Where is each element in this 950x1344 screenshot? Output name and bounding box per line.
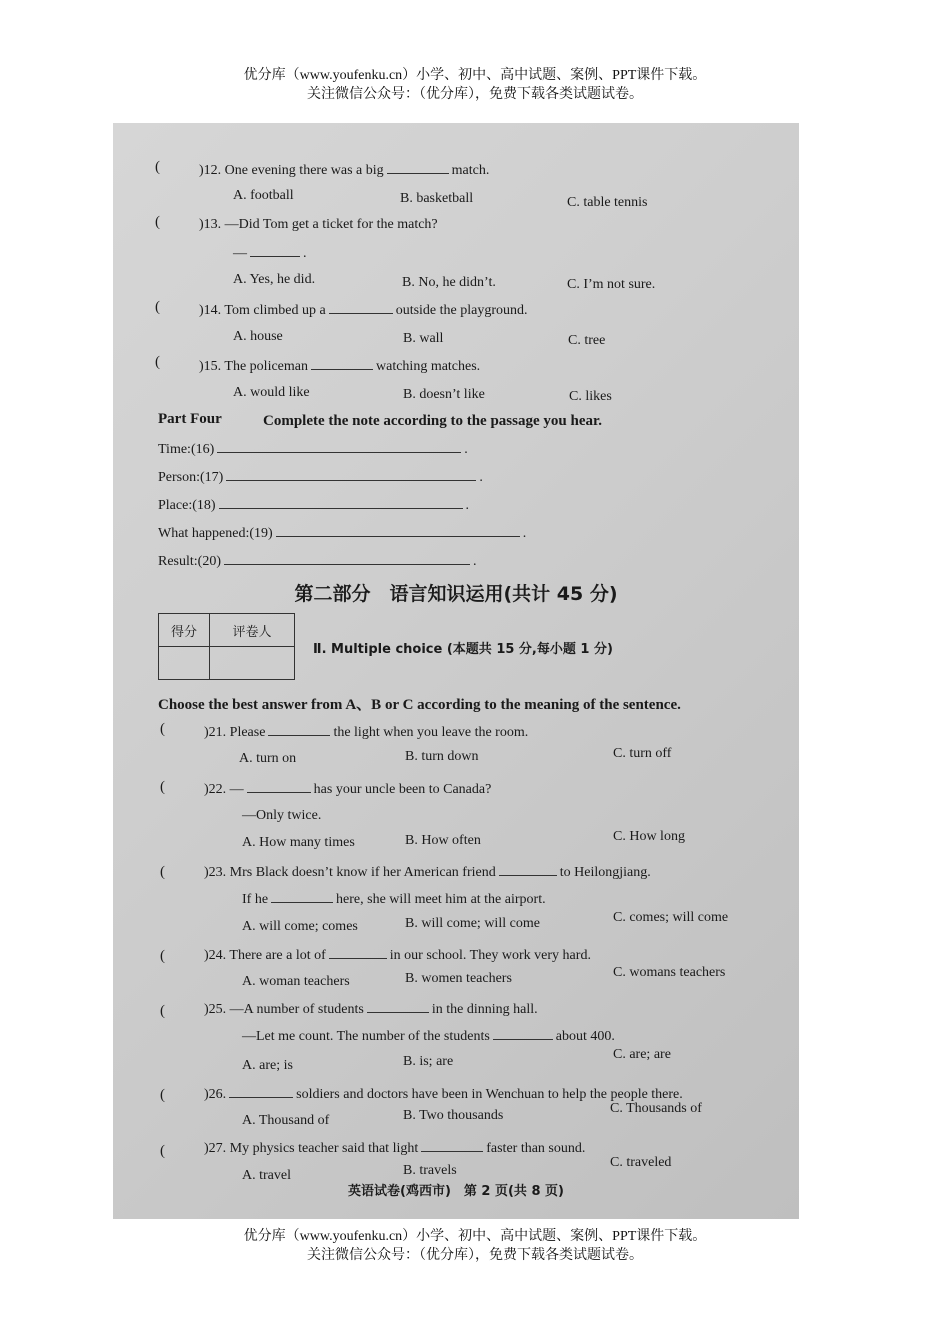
answer-paren: ( — [160, 864, 165, 880]
part-four-label: Part Four — [158, 411, 222, 427]
q21-stem: )21. Please — [204, 725, 266, 740]
q12-option-c: C. table tennis — [567, 195, 648, 210]
note-happened-label: What happened:(19) — [158, 526, 273, 541]
note-result-label: Result:(20) — [158, 554, 221, 569]
q27-option-a: A. travel — [242, 1168, 291, 1183]
footer-line-1: 优分库（www.youfenku.cn）小学、初中、高中试题、案例、PPT课件下载。 — [243, 1229, 707, 1244]
q14-option-a: A. house — [233, 329, 283, 344]
blank — [268, 723, 330, 736]
answer-paren: ( — [155, 299, 160, 315]
question-15 — [199, 357, 480, 375]
blank — [499, 863, 557, 876]
question-27 — [204, 1139, 585, 1157]
answer-paren: ( — [155, 354, 160, 370]
q13-dash: — — [233, 246, 247, 261]
part-four-instruction: Complete the note according to the passage you hear. — [263, 413, 603, 429]
q26-option-b: B. Two thousands — [403, 1108, 504, 1123]
note-person: Person:(17) . — [158, 470, 483, 485]
note-time-label: Time:(16) — [158, 442, 215, 457]
blank — [271, 890, 333, 903]
q13-option-a: A. Yes, he did. — [233, 272, 316, 287]
q15-option-b: B. doesn’t like — [403, 387, 485, 402]
q22-stem: )22. — — [204, 782, 244, 797]
q21-option-a: A. turn on — [239, 751, 297, 766]
q24-stem-end: in our school. They work very hard. — [389, 948, 591, 963]
q25-stem-end: in the dinning hall. — [431, 1002, 538, 1017]
answer-paren: ( — [160, 948, 165, 964]
q27-option-b: B. travels — [403, 1163, 457, 1178]
q12-stem-end: match. — [451, 163, 490, 178]
q27-stem: )27. My physics teacher said that light — [204, 1141, 419, 1156]
question-12 — [199, 161, 489, 179]
blank — [247, 780, 311, 793]
blank — [226, 468, 476, 481]
blank — [224, 552, 470, 565]
q14-option-c: C. tree — [568, 333, 606, 348]
q12-option-b: B. basketball — [400, 191, 474, 206]
blank — [367, 1000, 429, 1013]
q26-option-c: C. Thousands of — [610, 1101, 702, 1116]
q25-option-b: B. is; are — [403, 1054, 454, 1069]
answer-paren: ( — [160, 1003, 165, 1019]
score-cell — [159, 647, 210, 680]
q25-option-a: A. are; is — [242, 1058, 293, 1073]
exam-page-footer: 英语试卷(鸡西市) 第 2 页(共 8 页) — [348, 1184, 564, 1199]
q24-option-c: C. womans teachers — [613, 965, 726, 980]
q24-option-a: A. woman teachers — [242, 974, 350, 989]
q12-stem: )12. One evening there was a big — [199, 163, 384, 178]
q21-option-b: B. turn down — [405, 749, 479, 764]
answer-paren: ( — [160, 1087, 165, 1103]
q14-stem: )14. Tom climbed up a — [199, 303, 326, 318]
question-14 — [199, 301, 528, 319]
blank — [329, 946, 387, 959]
q21-option-c: C. turn off — [613, 746, 672, 761]
blank — [421, 1139, 483, 1152]
q24-option-b: B. women teachers — [405, 971, 512, 986]
grader-header: 评卷人 — [210, 614, 295, 647]
header-line-2: 关注微信公众号：（优分库），免费下载各类试题试卷。 — [307, 87, 643, 102]
q23-stem-2: If he — [242, 892, 269, 907]
q25-stem: )25. —A number of students — [204, 1002, 364, 1017]
multiple-choice-heading: Ⅱ. Multiple choice (本题共 15 分,每小题 1 分) — [313, 642, 613, 657]
q15-option-c: C. likes — [569, 389, 612, 404]
q14-option-b: B. wall — [403, 331, 444, 346]
q26-stem-end: soldiers and doctors have been in Wenchuan to help the people there. — [296, 1087, 683, 1102]
note-result: Result:(20) . — [158, 554, 477, 569]
blank — [250, 244, 300, 257]
note-place-label: Place:(18) — [158, 498, 216, 513]
q22-option-b: B. How often — [405, 833, 481, 848]
scanned-exam-page — [113, 123, 799, 1219]
q13-stem: )13. —Did Tom get a ticket for the match? — [199, 217, 438, 232]
score-table — [158, 613, 295, 680]
note-time: Time:(16) . — [158, 442, 468, 457]
question-25-line-2 — [242, 1027, 615, 1045]
q26-stem: )26. — [204, 1087, 227, 1102]
q22-stem-end: has your uncle been to Canada? — [313, 782, 492, 797]
question-24 — [204, 946, 591, 964]
question-21 — [204, 723, 528, 741]
note-what-happened: What happened:(19) . — [158, 526, 527, 541]
score-header: 得分 — [159, 614, 210, 647]
note-person-label: Person:(17) — [158, 470, 224, 485]
q12-option-a: A. football — [233, 188, 294, 203]
grader-cell — [210, 647, 295, 680]
q23-option-c: C. comes; will come — [613, 910, 729, 925]
q22-option-a: A. How many times — [242, 835, 355, 850]
question-25 — [204, 1000, 538, 1018]
blank — [229, 1085, 293, 1098]
q25-stem-2-end: about 400. — [555, 1029, 615, 1044]
question-22 — [204, 780, 491, 798]
q13-answer-line: — . — [233, 246, 307, 261]
blank — [311, 357, 373, 370]
q15-stem: )15. The policeman — [199, 359, 308, 374]
blank — [387, 161, 449, 174]
q21-stem-end: the light when you leave the room. — [333, 725, 529, 740]
q15-option-a: A. would like — [233, 385, 310, 400]
q23-option-a: A. will come; comes — [242, 919, 358, 934]
q23-stem: )23. Mrs Black doesn’t know if her American friend — [204, 865, 496, 880]
q22-option-c: C. How long — [613, 829, 685, 844]
answer-paren: ( — [160, 1143, 165, 1159]
q27-stem-end: faster than sound. — [486, 1141, 586, 1156]
question-23-line-2 — [242, 890, 546, 908]
q14-stem-end: outside the playground. — [395, 303, 528, 318]
q13-option-c: C. I’m not sure. — [567, 277, 656, 292]
multiple-choice-instruction: Choose the best answer from A、B or C according to the meaning of the sentence. — [158, 697, 681, 713]
blank — [493, 1027, 553, 1040]
q13-option-b: B. No, he didn’t. — [402, 275, 496, 290]
blank — [219, 496, 463, 509]
q23-option-b: B. will come; will come — [405, 916, 540, 931]
note-place: Place:(18) . — [158, 498, 470, 513]
answer-paren: ( — [155, 159, 160, 175]
site-footer — [0, 1227, 950, 1265]
blank — [217, 440, 461, 453]
answer-paren: ( — [160, 779, 165, 795]
q23-stem-end: to Heilongjiang. — [559, 865, 651, 880]
answer-paren: ( — [160, 721, 165, 737]
q23-stem-2-end: here, she will meet him at the airport. — [336, 892, 546, 907]
answer-paren: ( — [155, 214, 160, 230]
header-line-1: 优分库（www.youfenku.cn）小学、初中、高中试题、案例、PPT课件下载。 — [243, 68, 707, 83]
q26-option-a: A. Thousand of — [242, 1113, 330, 1128]
section-two-title: 第二部分 语言知识运用(共计 45 分) — [294, 583, 618, 605]
q25-option-c: C. are; are — [613, 1047, 671, 1062]
site-header — [0, 66, 950, 104]
blank — [276, 524, 520, 537]
footer-line-2: 关注微信公众号：（优分库），免费下载各类试题试卷。 — [307, 1248, 643, 1263]
question-23 — [204, 863, 651, 881]
q15-stem-end: watching matches. — [376, 359, 481, 374]
q25-stem-2: —Let me count. The number of the students — [242, 1029, 490, 1044]
q24-stem: )24. There are a lot of — [204, 948, 326, 963]
blank — [329, 301, 393, 314]
q22-reply: —Only twice. — [242, 808, 322, 823]
q27-option-c: C. traveled — [610, 1155, 672, 1170]
